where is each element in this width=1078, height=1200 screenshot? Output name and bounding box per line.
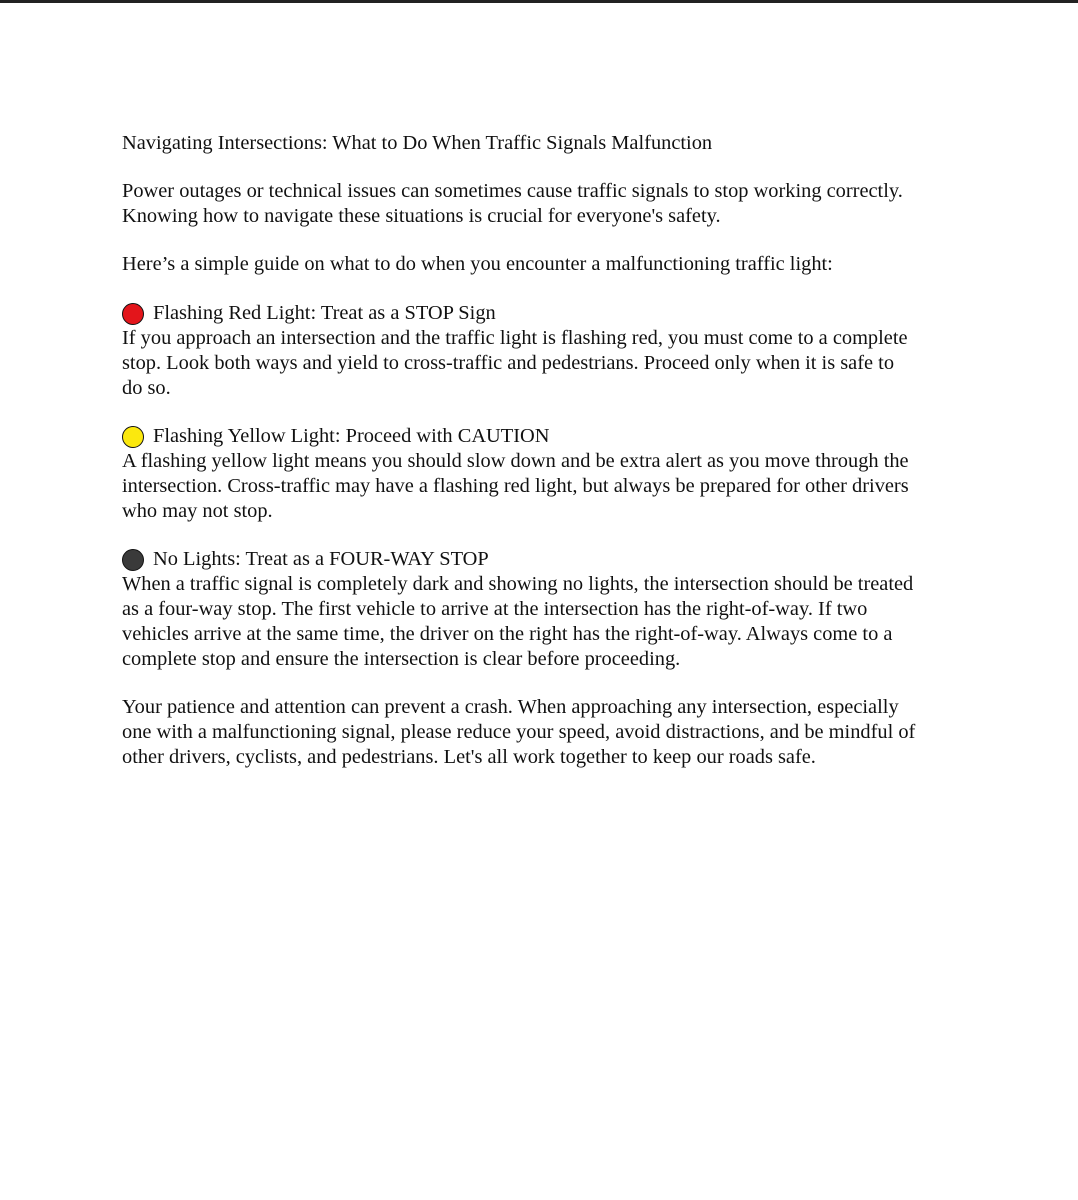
section-body-line: When a traffic signal is completely dark and showing no lights, the intersection should be treated	[122, 573, 914, 595]
section-body-line: do so.	[122, 377, 171, 399]
section-body-line: complete stop and ensure the intersection is clear before proceeding.	[122, 648, 681, 670]
section-body-line: A flashing yellow light means you should slow down and be extra alert as you move through the	[122, 450, 909, 472]
intro-line: Knowing how to navigate these situations is crucial for everyone's safety.	[122, 205, 721, 227]
intro-line: Power outages or technical issues can sometimes cause traffic signals to stop working correctly.	[122, 180, 903, 202]
closing-line: other drivers, cyclists, and pedestrians. Let's all work together to keep our roads safe.	[122, 746, 816, 768]
guide-lead: Here’s a simple guide on what to do when you encounter a malfunctioning traffic light:	[122, 253, 833, 275]
section-heading	[122, 424, 962, 449]
section-heading	[122, 547, 962, 572]
section-flashing-yellow	[122, 424, 962, 524]
document-title: Navigating Intersections: What to Do When Traffic Signals Malfunction	[122, 132, 713, 154]
document-page	[122, 131, 962, 793]
section-no-lights	[122, 547, 962, 672]
yellow-circle-icon	[122, 426, 144, 448]
section-body-line: vehicles arrive at the same time, the driver on the right has the right-of-way. Always come to a	[122, 623, 893, 645]
section-flashing-red	[122, 301, 962, 401]
closing-paragraph	[122, 695, 962, 770]
closing-line: one with a malfunctioning signal, please reduce your speed, avoid distractions, and be mindful of	[122, 721, 916, 743]
section-body-line: as a four-way stop. The first vehicle to arrive at the intersection has the right-of-way. If two	[122, 598, 868, 620]
section-body-line: intersection. Cross-traffic may have a flashing red light, but always be prepared for other drivers	[122, 475, 909, 497]
section-body-line: who may not stop.	[122, 500, 273, 522]
section-body-line: stop. Look both ways and yield to cross-traffic and pedestrians. Proceed only when it is safe to	[122, 352, 895, 374]
section-heading-text: Flashing Red Light: Treat as a STOP Sign	[153, 302, 496, 324]
section-heading	[122, 301, 962, 326]
closing-line: Your patience and attention can prevent a crash. When approaching any intersection, especially	[122, 696, 899, 718]
section-body-line: If you approach an intersection and the traffic light is flashing red, you must come to a complete	[122, 327, 908, 349]
intro-paragraph	[122, 179, 962, 229]
top-edge-rule	[0, 0, 1078, 3]
red-circle-icon	[122, 303, 144, 325]
section-heading-text: Flashing Yellow Light: Proceed with CAUTION	[153, 425, 550, 447]
section-heading-text: No Lights: Treat as a FOUR-WAY STOP	[153, 548, 489, 570]
black-circle-icon	[122, 549, 144, 571]
